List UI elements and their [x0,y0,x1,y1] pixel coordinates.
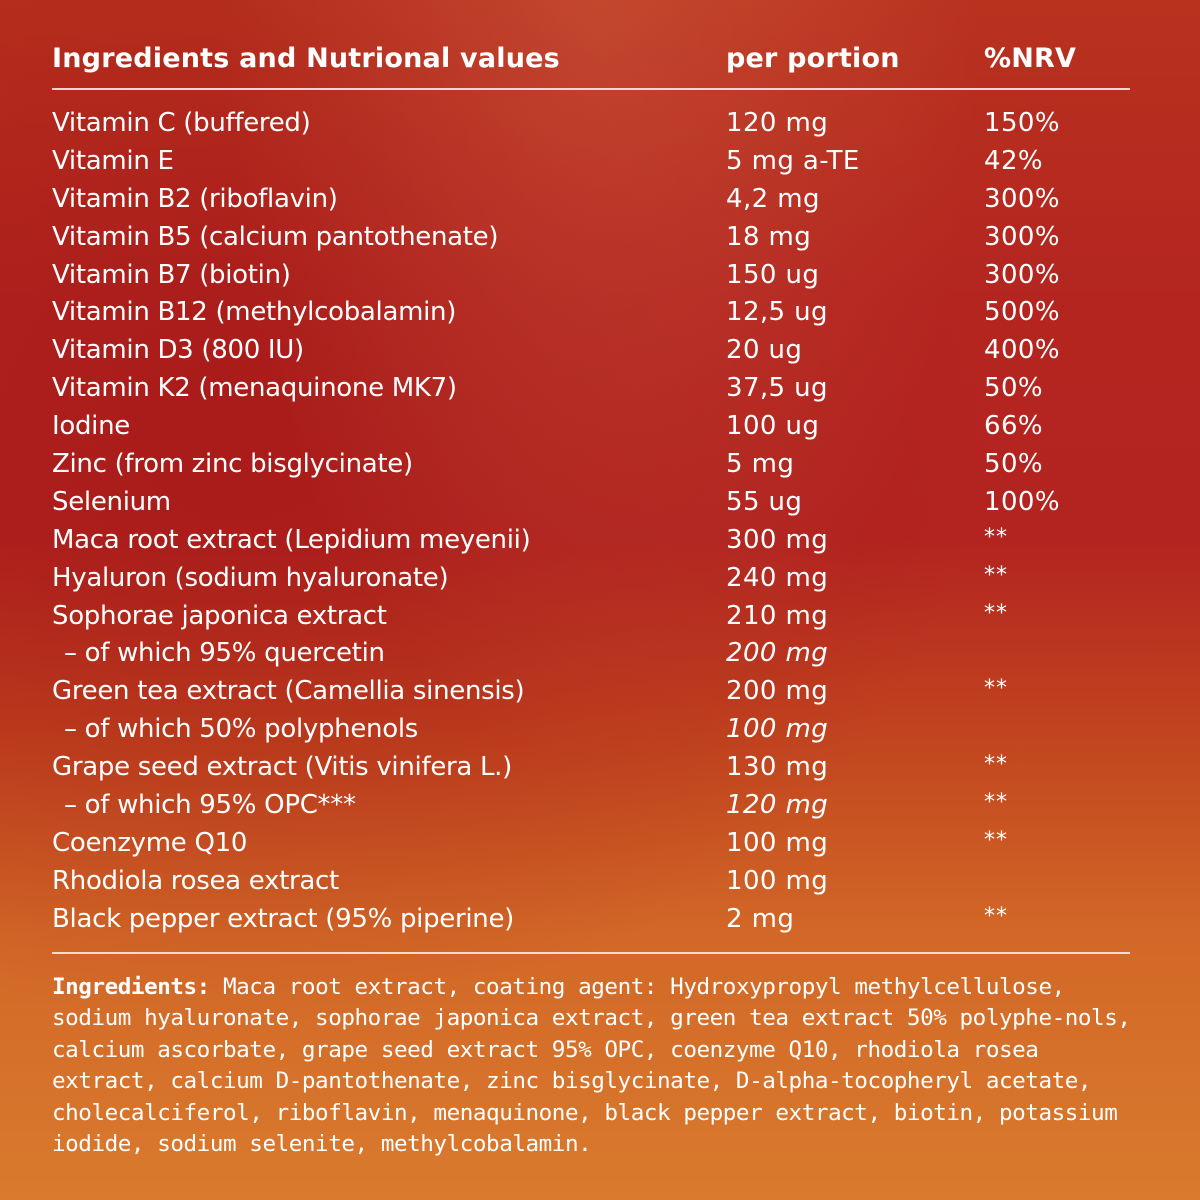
row-nrv: ** [984,827,1008,853]
ingredients-label: Ingredients: [52,973,210,1000]
row-name: – of which 95% OPC*** [64,789,356,820]
row-name: Vitamin B12 (methylcobalamin) [52,297,457,328]
table-row [52,104,1130,142]
table-row [52,369,1130,407]
row-portion: 240 mg [726,562,829,593]
row-name: Vitamin C (buffered) [52,107,311,138]
row-portion: 37,5 ug [726,373,828,404]
row-portion: 200 mg [726,638,829,669]
table-subrow [52,710,1130,748]
ingredients-text [52,972,1132,1161]
table-header [52,36,1130,80]
row-nrv: ** [984,524,1008,550]
row-nrv: 50% [984,373,1043,404]
table-row [52,483,1130,521]
row-name: Rhodiola rosea extract [52,865,339,896]
table-row [52,256,1130,294]
row-name: Vitamin E [52,145,174,176]
row-nrv: 66% [984,411,1043,442]
row-name: Vitamin D3 (800 IU) [52,335,304,366]
row-nrv: ** [984,903,1008,929]
row-name: Zinc (from zinc bisglycinate) [52,448,413,479]
row-portion: 100 mg [726,714,829,745]
row-portion: 5 mg [726,448,795,479]
row-nrv: ** [984,790,1008,816]
nutrition-table [52,36,1130,1161]
row-portion: 210 mg [726,600,829,631]
row-portion: 130 mg [726,752,829,783]
row-portion: 20 ug [726,335,803,366]
row-nrv: 100% [984,486,1060,517]
table-row [52,521,1130,559]
row-portion: 12,5 ug [726,297,828,328]
table-row [52,824,1130,862]
row-portion: 300 mg [726,524,829,555]
table-subrow [52,786,1130,824]
row-nrv: 400% [984,335,1060,366]
row-nrv: ** [984,562,1008,588]
row-portion: 100 mg [726,865,829,896]
row-name: Grape seed extract (Vitis vinifera L.) [52,752,512,783]
row-portion: 18 mg [726,221,812,252]
row-portion: 100 ug [726,411,820,442]
table-row [52,142,1130,180]
row-name: Selenium [52,486,171,517]
row-nrv: ** [984,676,1008,702]
row-name: Hyaluron (sodium hyaluronate) [52,562,449,593]
table-row [52,445,1130,483]
table-row [52,900,1130,938]
row-nrv: 150% [984,107,1060,138]
row-name: Green tea extract (Camellia sinensis) [52,676,525,707]
row-portion: 150 ug [726,259,820,290]
header-portion: per portion [726,42,900,74]
row-name: Vitamin B7 (biotin) [52,259,291,290]
row-portion: 120 mg [726,107,829,138]
row-portion: 100 mg [726,827,829,858]
row-portion: 120 mg [726,789,829,820]
header-nrv: %NRV [984,42,1077,74]
table-row [52,559,1130,597]
row-portion: 5 mg a-TE [726,145,860,176]
row-portion: 200 mg [726,676,829,707]
row-name: Iodine [52,411,130,442]
table-row [52,293,1130,331]
row-nrv: ** [984,600,1008,626]
table-row [52,218,1130,256]
table-subrow [52,634,1130,672]
row-portion: 55 ug [726,486,803,517]
row-name: Vitamin B2 (riboflavin) [52,183,338,214]
row-nrv: ** [984,752,1008,778]
row-portion: 2 mg [726,903,795,934]
ingredients-list: Maca root extract, coating agent: Hydroxypropyl methylcellulose, sodium hyaluronate, sophorae japonica extract, green tea extract 50% polyphe-nols, calcium ascorbate, grape seed extract 95% OPC, coenzyme Q10, rhodiola rosea extract, calcium D-pantothenate, zinc bisglycinate, D-alpha-tocopheryl acetate, cholecalciferol, riboflavin, menaquinone, black pepper extract, biotin, potassium iodide, sodium selenite, methylcobalamin. [52,973,1131,1158]
table-row [52,331,1130,369]
header-divider [52,88,1130,90]
row-nrv: 300% [984,183,1060,214]
row-nrv: 300% [984,259,1060,290]
row-name: Maca root extract (Lepidium meyenii) [52,524,531,555]
table-row [52,180,1130,218]
row-nrv: 50% [984,448,1043,479]
table-body [52,104,1130,938]
row-portion: 4,2 mg [726,183,820,214]
row-name: Sophorae japonica extract [52,600,387,631]
row-name: Black pepper extract (95% piperine) [52,903,515,934]
row-name: Coenzyme Q10 [52,827,248,858]
row-name: – of which 95% quercetin [64,638,385,669]
footer-divider [52,952,1130,954]
row-nrv: 42% [984,145,1043,176]
row-name: – of which 50% polyphenols [64,714,419,745]
row-nrv: 500% [984,297,1060,328]
table-row [52,862,1130,900]
row-nrv: 300% [984,221,1060,252]
row-name: Vitamin B5 (calcium pantothenate) [52,221,499,252]
header-name: Ingredients and Nutrional values [52,42,560,74]
table-row [52,407,1130,445]
table-row [52,672,1130,710]
row-name: Vitamin K2 (menaquinone MK7) [52,373,457,404]
table-row [52,597,1130,635]
table-row [52,748,1130,786]
